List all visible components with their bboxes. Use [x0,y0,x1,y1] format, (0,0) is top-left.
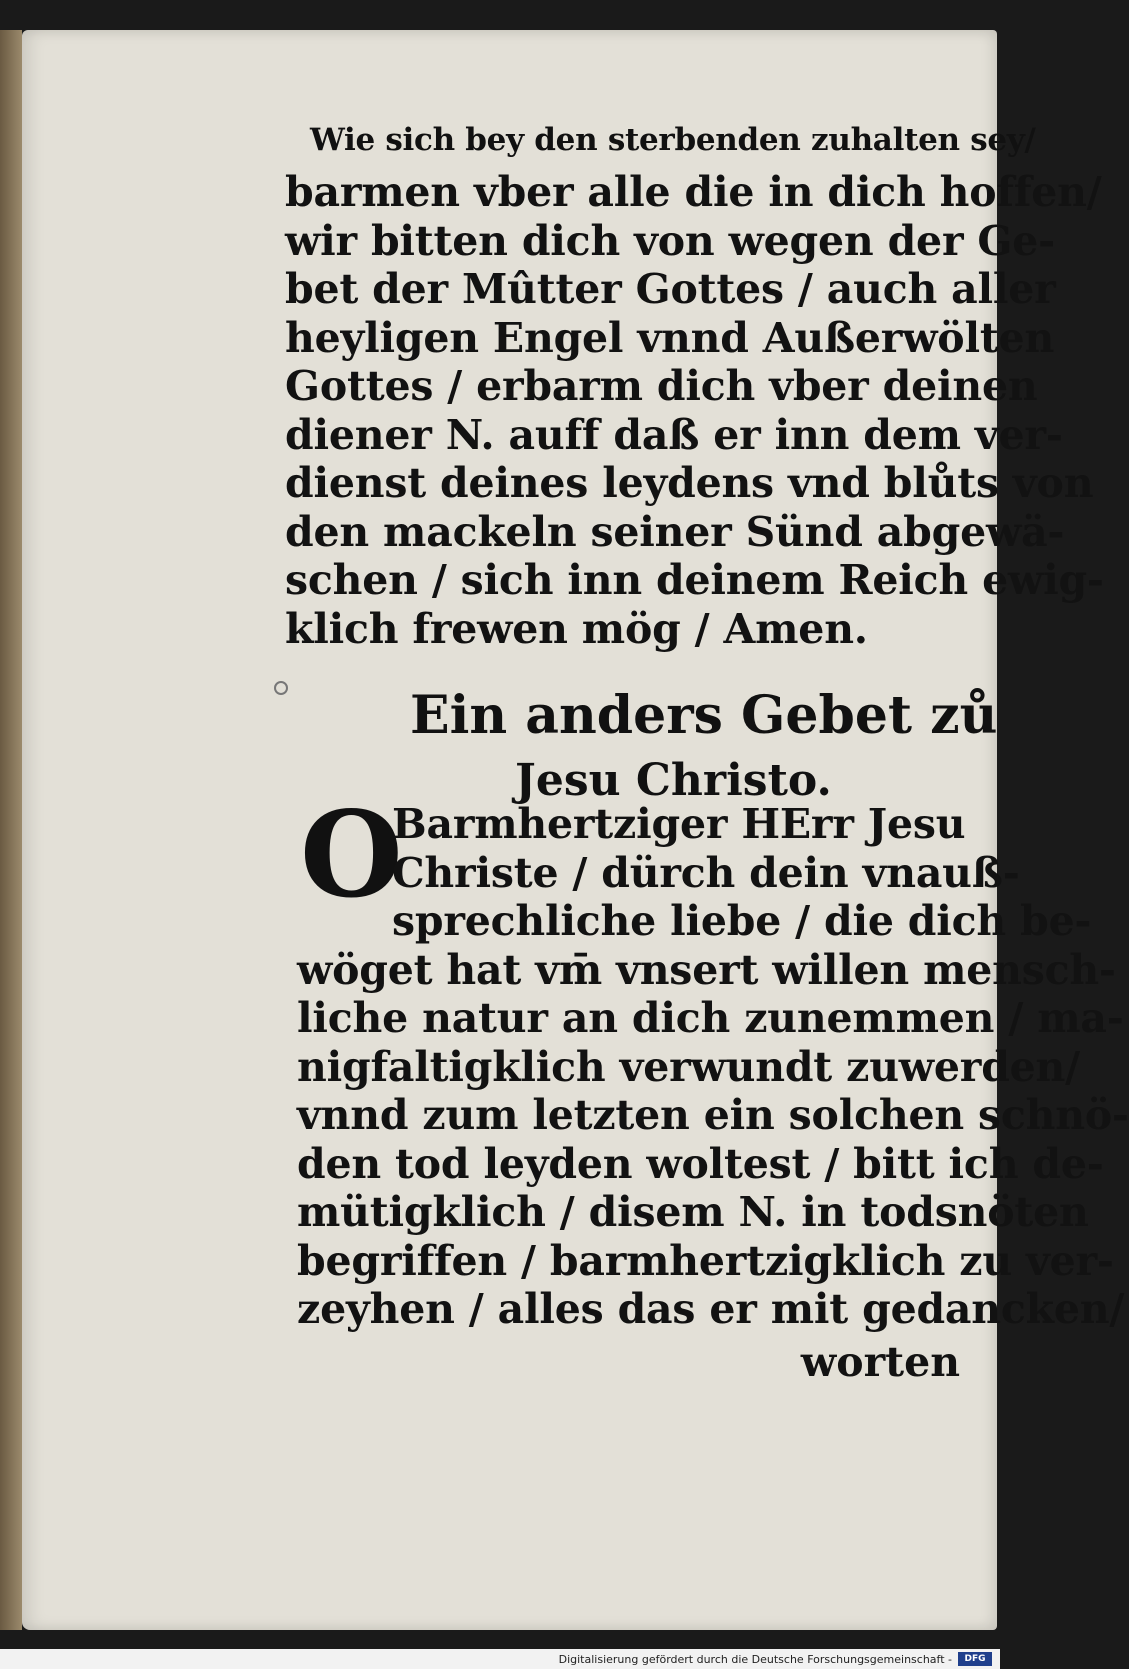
text-line: wöget hat vm̄ vnsert willen mensch- [297,945,1116,994]
drop-cap-initial: O [300,785,403,924]
text-line: sprechliche liebe / die dich be- [392,897,1092,945]
book-spine [0,30,22,1630]
section-heading: Ein anders Gebet zů [410,685,998,746]
text-line: den tod leyden woltest / bitt ich de- [297,1139,1104,1188]
text-line: vnnd zum letzten ein solchen schnö- [297,1091,1129,1139]
text-line: nigfaltigklich verwundt zuwerden/ [297,1042,1080,1091]
body-text [285,168,1104,653]
text-line: liche natur an dich zunemmen / ma- [297,994,1124,1042]
text-line: barmen vber alle die in dich hoffen/ [285,168,1102,216]
text-line: Barmhertziger HErr Jesu [392,800,966,848]
text-line: den mackeln seiner Sünd abgewä- [285,507,1065,556]
dfg-logo-icon: DFG [958,1652,992,1666]
text-line: schen / sich inn deinem Reich ewig- [285,556,1104,604]
text-line: diener N. auff daß er inn dem ver- [285,410,1063,459]
text-line: bet der Mûtter Gottes / auch aller [285,265,1056,313]
text-line: Christe / dürch dein vnauß- [392,848,1020,897]
text-line: Gottes / erbarm dich vber deinen [285,362,1038,410]
catchword: worten [800,1338,960,1386]
text-line: mütigklich / disem N. in todsnöten [297,1188,1089,1236]
text-line: heyligen Engel vnnd Außerwölten [285,313,1055,362]
text-line: klich frewen mög / Amen. [285,604,868,653]
text-line: zeyhen / alles das er mit gedancken/ [297,1285,1125,1333]
text-line: wir bitten dich von wegen der Ge- [285,216,1055,265]
footer-bar [0,1649,1000,1669]
text-line: begriffen / barmhertzigklich zu ver- [297,1236,1114,1285]
section-subheading: Jesu Christo. [515,755,832,806]
binding-hole-mark [274,681,288,695]
prayer-text [297,785,1129,1334]
text-line: dienst deines leydens vnd blůts von [285,459,1094,507]
running-header: Wie sich bey den sterbenden zuhalten sey/ [310,122,1036,158]
footer-credit: Digitalisierung gefördert durch die Deutsche Forschungsgemeinschaft - [558,1653,952,1666]
